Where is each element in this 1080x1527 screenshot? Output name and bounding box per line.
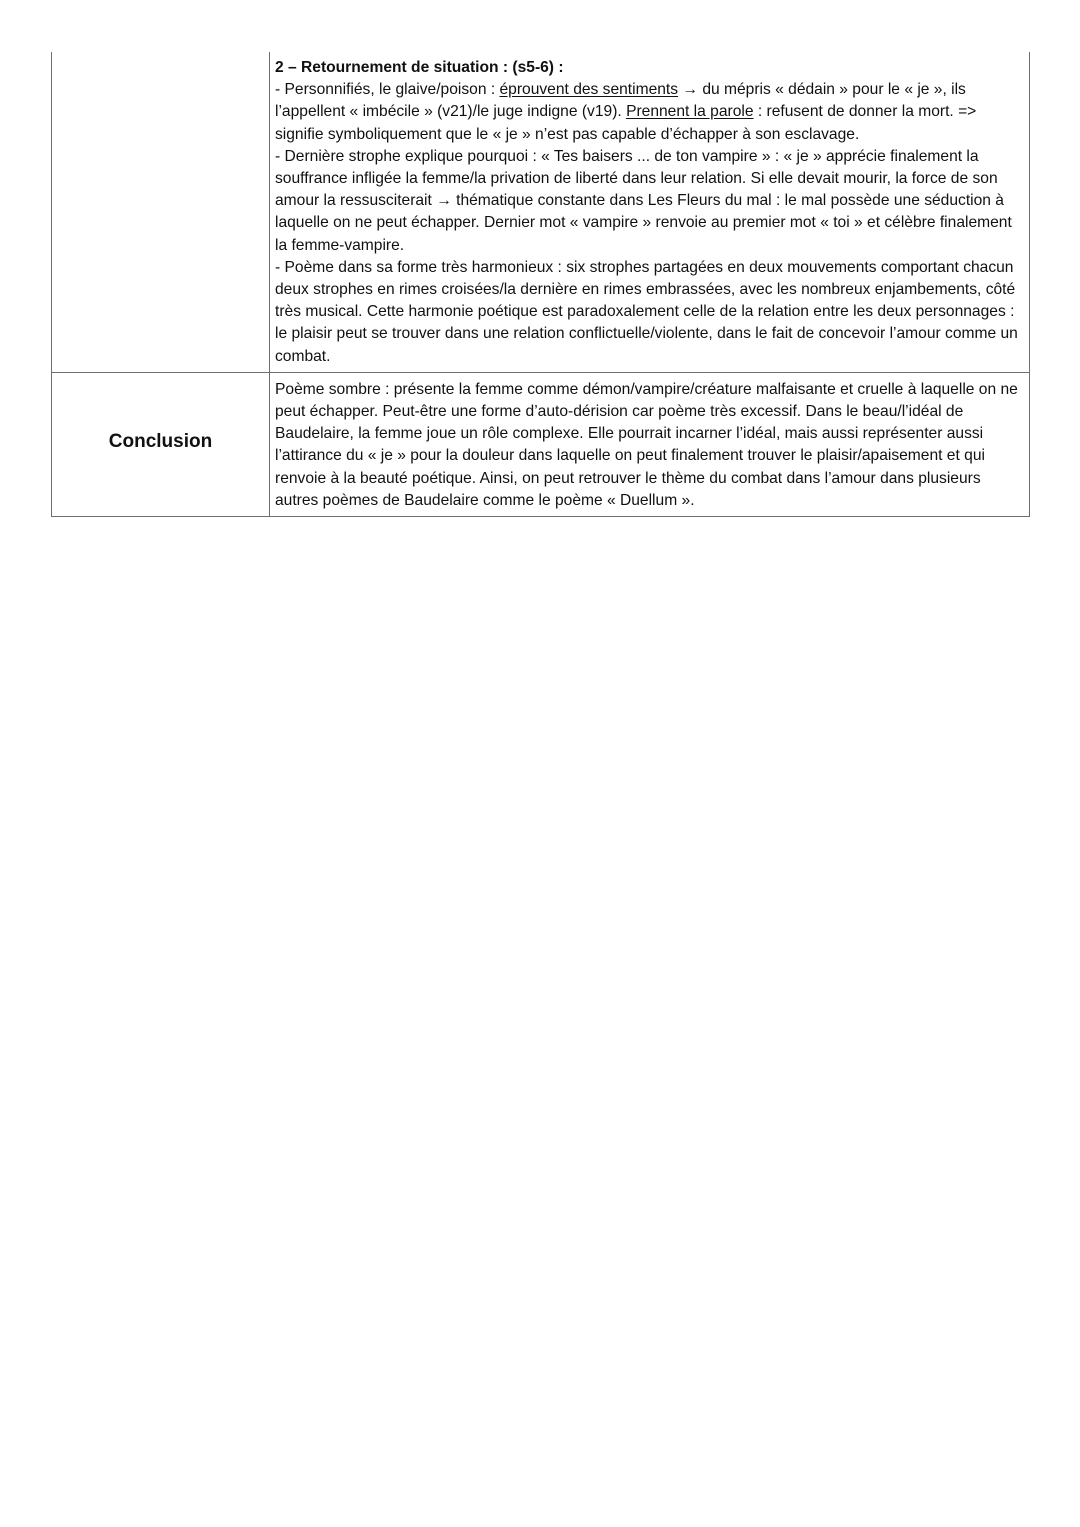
row-label-cell: [52, 372, 270, 516]
text-run: → du mépris « dédain » pour le « je », ils l’appellent « imbécile » (v21)/le juge indigne (v19).: [275, 81, 966, 121]
paragraph-personnifies: [275, 79, 1023, 146]
conclusion-paragraph: Poème sombre : présente la femme comme démon/vampire/créature malfaisante et cruelle à laquelle on ne peut échapper. Peut-être une forme d’auto-dérision car poème très excessif. Dans le beau/l’idéal de Baudelaire, la femme joue un rôle complexe. Elle pourrait incarner l’idéal, mais aussi représenter aussi l’attirance du « je » pour la douleur dans laquelle on peut finalement trouver le plaisir/apaisement et qui renvoie à la beauté poétique. Ainsi, on peut retrouver le thème du combat dans l’amour dans plusieurs autres poèmes de Baudelaire comme le poème « Duellum ».: [275, 380, 1018, 509]
section-content-cell: [270, 52, 1030, 372]
conclusion-content-cell: [270, 372, 1030, 516]
paragraph-derniere-strophe: - Dernière strophe explique pourquoi : « Tes baisers ... de ton vampire » : « je » apprécie finalement la souffrance infligée la femme/la privation de liberté dans leur relation. Si elle devait mourir, la force de son amour la ressusciterait → thématique constante dans Les Fleurs du mal : le mal possède une séduction à laquelle on ne peut échapper. Dernier mot « vampire » renvoie au premier mot « toi » et célèbre finalement la femme-vampire.: [275, 147, 1012, 254]
underlined-text: éprouvent des sentiments: [499, 81, 679, 99]
row-label-cell: [52, 52, 270, 372]
conclusion-label: Conclusion: [108, 431, 213, 453]
table-row-conclusion: [52, 372, 1030, 516]
paragraph-forme-harmonieuse: - Poème dans sa forme très harmonieux : six strophes partagées en deux mouvements comportant chacun deux strophes en rimes croisées/la dernière en rimes embrassées, avec les nombreux enjambements, côté très musical. Cette harmonie poétique est paradoxalement celle de la relation entre les deux personnages : le plaisir peut se trouver dans une relation conflictuelle/violente, dans le fait de concevoir l’amour comme un combat.: [275, 258, 1018, 365]
text-run: - Personnifiés, le glaive/poison :: [275, 81, 500, 99]
analysis-table: [51, 52, 1030, 517]
underlined-text: Prennent la parole: [626, 103, 754, 121]
section-heading: 2 – Retournement de situation : (s5-6) :: [275, 59, 564, 76]
text-run: : refusent de donner la mort. => signifie symboliquement que le « je » n’est pas capable d’échapper à son esclavage.: [275, 103, 977, 143]
table-row-retournement: [52, 52, 1030, 372]
